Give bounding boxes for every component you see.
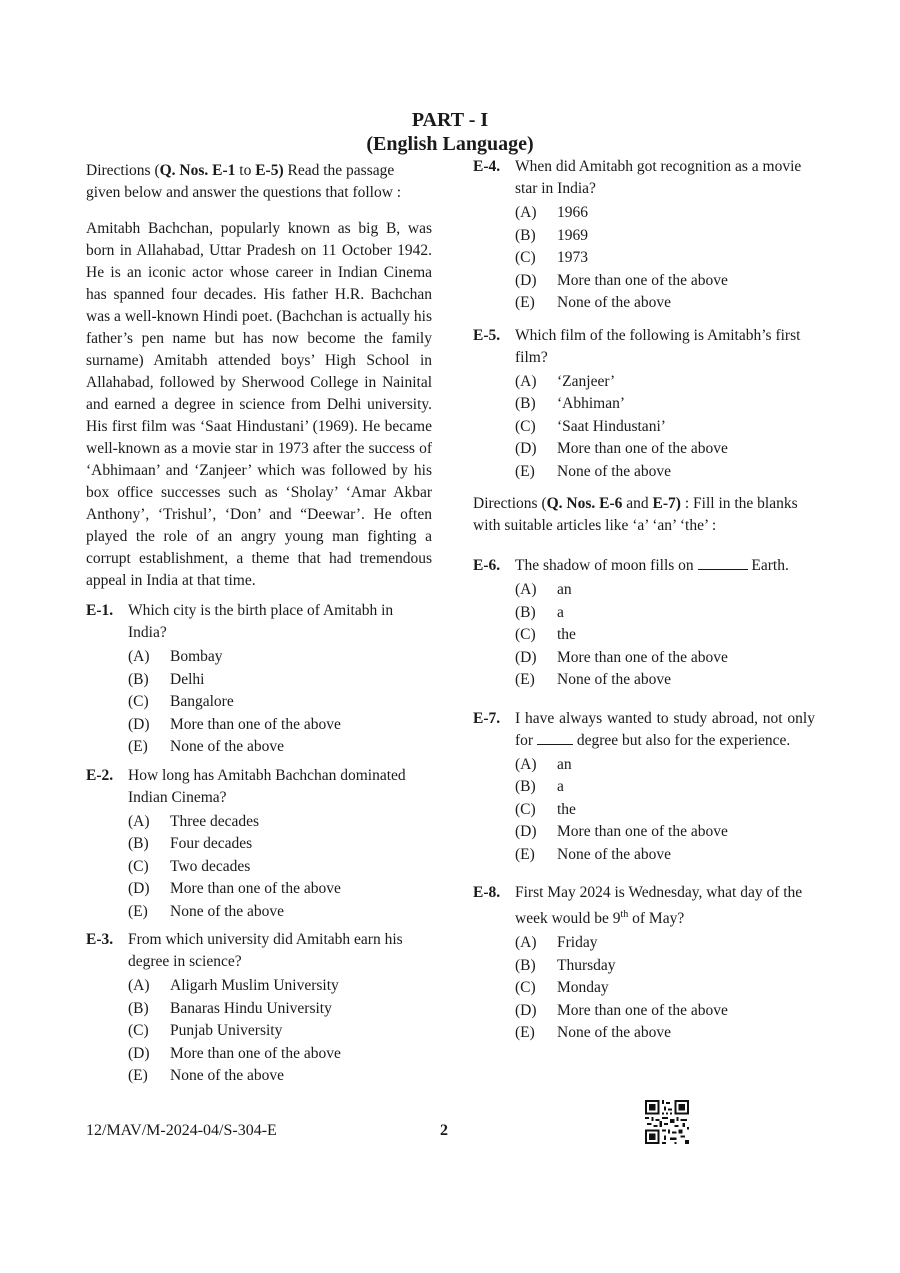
- option-letter: (B): [515, 603, 536, 621]
- question-number: E-4.: [473, 158, 501, 175]
- right-column: [473, 156, 815, 1045]
- option-letter: (C): [515, 979, 536, 997]
- option-e: [515, 1022, 815, 1045]
- option-letter: (C): [128, 693, 149, 711]
- option-a: [515, 202, 815, 225]
- question-e6: [473, 555, 815, 692]
- option-text: the: [557, 626, 576, 644]
- option-letter: (D): [515, 271, 537, 289]
- option-text: a: [557, 603, 564, 621]
- option-letter: (D): [515, 440, 537, 458]
- question-number: E-8.: [473, 884, 501, 901]
- option-letter: (D): [515, 1001, 537, 1019]
- option-text: Bangalore: [170, 693, 234, 711]
- option-letter: (A): [128, 648, 150, 666]
- left-column: [86, 160, 432, 1088]
- option-letter: (E): [515, 671, 535, 689]
- fill-blank: [537, 743, 573, 745]
- question-text: [515, 882, 815, 930]
- question-number: E-1.: [86, 602, 114, 619]
- option-letter: (E): [128, 738, 148, 756]
- ordinal-suffix: th: [620, 909, 629, 920]
- question-text: [515, 708, 815, 752]
- question-e-1: [86, 600, 432, 759]
- option-b: [515, 602, 815, 625]
- option-letter: (B): [128, 999, 149, 1017]
- question-e-3: [86, 929, 432, 1088]
- question-number: E-3.: [86, 931, 114, 948]
- options-e6: [515, 579, 815, 692]
- option-text: Three decades: [170, 812, 260, 830]
- question-e7: [473, 708, 815, 867]
- option-letter: (C): [515, 626, 536, 644]
- question-text-after: of May?: [628, 910, 685, 928]
- option-text: None of the above: [557, 294, 672, 312]
- section-subtitle: (English Language): [366, 133, 534, 155]
- question-text: Which film of the following is Amitabh’s first film?: [515, 326, 801, 366]
- option-text: Two decades: [170, 857, 251, 875]
- question-number: E-2.: [86, 766, 114, 784]
- question-e4: [473, 156, 815, 315]
- option-text: Punjab University: [170, 1022, 283, 1040]
- directions-range-start: Q. Nos. E-1: [159, 162, 236, 179]
- question-e-2: [86, 765, 432, 924]
- option-text: None of the above: [557, 671, 672, 689]
- option-b: [128, 669, 432, 692]
- option-text: Bombay: [170, 648, 223, 666]
- option-text: the: [557, 800, 576, 818]
- option-text: a: [557, 778, 564, 796]
- option-letter: (C): [128, 1022, 149, 1040]
- option-a: [515, 579, 815, 602]
- directions-suffix: : Fill in the blanks with suitable articles like ‘a’ ‘an’ ‘the’ :: [473, 495, 798, 534]
- part-heading: PART - I: [411, 109, 489, 131]
- option-c: [128, 856, 432, 879]
- option-text: More than one of the above: [557, 648, 728, 666]
- option-text: ‘Abhiman’: [557, 395, 626, 413]
- option-d: [515, 821, 815, 844]
- option-letter: (A): [515, 581, 537, 599]
- option-e: [515, 461, 815, 484]
- option-text: Friday: [557, 934, 598, 952]
- option-c: [515, 247, 815, 270]
- directions-range-end: E-7): [652, 495, 681, 512]
- directions-mid: to: [235, 162, 256, 179]
- directions-prefix: Directions (: [473, 495, 547, 512]
- option-text: More than one of the above: [557, 1001, 728, 1019]
- option-letter: (D): [515, 648, 537, 666]
- page-title: [0, 108, 900, 156]
- option-c: [515, 799, 815, 822]
- option-e: [515, 844, 815, 867]
- option-text: None of the above: [170, 1067, 285, 1085]
- option-text: Thursday: [557, 956, 616, 974]
- option-letter: (C): [128, 857, 149, 875]
- option-a: [128, 811, 432, 834]
- option-text: None of the above: [170, 738, 285, 756]
- option-d: [128, 1043, 432, 1066]
- option-b: [515, 393, 815, 416]
- option-text: More than one of the above: [170, 1044, 341, 1062]
- directions-prefix: Directions (: [86, 162, 160, 179]
- option-d: [515, 647, 815, 670]
- option-text: Delhi: [170, 670, 205, 688]
- option-text: None of the above: [170, 902, 285, 920]
- option-text: More than one of the above: [557, 271, 728, 289]
- fill-blank: [698, 568, 748, 570]
- directions-e6-e7: [473, 493, 815, 537]
- option-letter: (A): [515, 372, 537, 390]
- option-d: [128, 714, 432, 737]
- options-e8: [515, 932, 815, 1045]
- question-text: Which city is the birth place of Amitabh in India?: [128, 602, 394, 641]
- options-e7: [515, 754, 815, 867]
- option-letter: (A): [128, 812, 150, 830]
- option-text: None of the above: [557, 462, 672, 480]
- option-letter: (E): [515, 294, 535, 312]
- option-text: an: [557, 581, 572, 599]
- option-e: [128, 736, 432, 759]
- option-b: [128, 833, 432, 856]
- option-letter: (D): [515, 823, 537, 841]
- option-text: None of the above: [557, 1024, 672, 1042]
- option-text: Banaras Hindu University: [170, 999, 332, 1017]
- option-letter: (B): [515, 395, 536, 413]
- option-text: Four decades: [170, 835, 253, 853]
- option-letter: (B): [515, 778, 536, 796]
- option-text: More than one of the above: [557, 823, 728, 841]
- option-c: [515, 624, 815, 647]
- option-letter: (D): [128, 880, 150, 898]
- question-e5: [473, 325, 815, 484]
- question-text: How long has Amitabh Bachchan dominated Indian Cinema?: [128, 766, 406, 806]
- question-text: When did Amitabh got recognition as a movie star in India?: [515, 158, 802, 197]
- question-text: From which university did Amitabh earn his degree in science?: [128, 931, 403, 970]
- option-letter: (C): [515, 417, 536, 435]
- question-text-before: The shadow of moon fills on: [515, 557, 698, 574]
- option-text: ‘Zanjeer’: [557, 372, 616, 390]
- paper-code: 12/MAV/M-2024-04/S-304-E: [86, 1122, 277, 1139]
- option-letter: (B): [128, 835, 149, 853]
- options-list: [128, 975, 432, 1088]
- option-c: [515, 977, 815, 1000]
- option-b: [515, 955, 815, 978]
- options-list: [128, 811, 432, 924]
- option-letter: (A): [515, 755, 537, 773]
- option-letter: (D): [128, 715, 150, 733]
- option-e: [515, 669, 815, 692]
- directions-mid: and: [622, 495, 653, 512]
- option-b: [515, 776, 815, 799]
- question-e8: [473, 882, 815, 1045]
- option-e: [128, 1065, 432, 1088]
- question-text-after: degree but also for the experience.: [572, 731, 791, 749]
- option-letter: (A): [128, 977, 150, 995]
- option-e: [515, 292, 815, 315]
- option-d: [515, 270, 815, 293]
- reading-passage: Amitabh Bachchan, popularly known as big B, was born in Allahabad, Uttar Pradesh on 11 October 1942. He is an iconic actor whose career in Indian Cinema has spanned four decades. His father H.R. Bachchan was a well-known Hindi poet. (Bachchan is actually his father’s pen name but has now become the family surname) Amitabh attended boys’ High School in Allahabad, followed by Sherwood College in Nainital and earned a degree in science from Delhi university. His first film was ‘Saat Hindustani’ (1969). He became well-known as a movie star in 1973 after the success of ‘Abhimaan’ and ‘Zanjeer’ which was followed by his box office successes such as ‘Sholay’ ‘Amar Akbar Anthony’, ‘Trishul’, ‘Don’ and “Deewar’. He often played the role of an angry young man fighting a corrupt establishment, a theme that had tremendous appeal in India at that time.: [86, 220, 432, 589]
- option-text: None of the above: [557, 845, 672, 863]
- option-letter: (E): [128, 902, 148, 920]
- option-text: ‘Saat Hindustani’: [557, 417, 666, 435]
- option-letter: (A): [515, 204, 537, 222]
- option-b: [128, 998, 432, 1021]
- question-text-before: First May 2024 is Wednesday, what day of the week would be 9: [515, 884, 803, 928]
- question-number: E-5.: [473, 326, 501, 344]
- option-letter: (E): [515, 462, 535, 480]
- option-letter: (B): [515, 956, 536, 974]
- option-c: [515, 416, 815, 439]
- option-letter: (D): [128, 1044, 150, 1062]
- option-text: an: [557, 755, 572, 773]
- option-a: [515, 932, 815, 955]
- option-letter: (E): [515, 1024, 535, 1042]
- option-letter: (B): [128, 670, 149, 688]
- option-letter: (C): [515, 800, 536, 818]
- option-letter: (A): [515, 934, 537, 952]
- question-text: [515, 555, 815, 577]
- option-a: [515, 371, 815, 394]
- question-number: E-6.: [473, 557, 501, 574]
- directions-e1-e5: [86, 160, 432, 204]
- options-list: [128, 646, 432, 759]
- option-e: [128, 901, 432, 924]
- directions-suffix: Read the passage given below and answer the questions that follow :: [86, 162, 402, 201]
- option-text: More than one of the above: [170, 715, 341, 733]
- directions-range-end: E-5): [255, 162, 284, 179]
- option-text: 1969: [557, 226, 588, 244]
- option-text: More than one of the above: [557, 440, 728, 458]
- option-letter: (E): [515, 845, 535, 863]
- option-text: 1966: [557, 204, 588, 222]
- option-c: [128, 691, 432, 714]
- option-d: [515, 1000, 815, 1023]
- option-a: [128, 975, 432, 998]
- option-text: Aligarh Muslim University: [170, 977, 339, 995]
- option-text: 1973: [557, 249, 588, 267]
- page-number: 2: [440, 1122, 448, 1139]
- option-letter: (E): [128, 1067, 148, 1085]
- left-question-list: [86, 600, 432, 1088]
- option-a: [515, 754, 815, 777]
- option-a: [128, 646, 432, 669]
- option-letter: (B): [515, 226, 536, 244]
- question-number: E-7.: [473, 709, 501, 727]
- options-e5: [515, 371, 815, 484]
- option-c: [128, 1020, 432, 1043]
- directions-range-start: Q. Nos. E-6: [546, 495, 623, 512]
- option-text: Monday: [557, 979, 609, 997]
- options-e4: [515, 202, 815, 315]
- option-d: [515, 438, 815, 461]
- qr-code-icon: [645, 1100, 689, 1144]
- question-text-before: I have always wanted to study abroad, not only for: [515, 709, 815, 749]
- question-text-after: Earth.: [747, 557, 789, 574]
- option-text: More than one of the above: [170, 880, 341, 898]
- option-b: [515, 225, 815, 248]
- option-letter: (C): [515, 249, 536, 267]
- option-d: [128, 878, 432, 901]
